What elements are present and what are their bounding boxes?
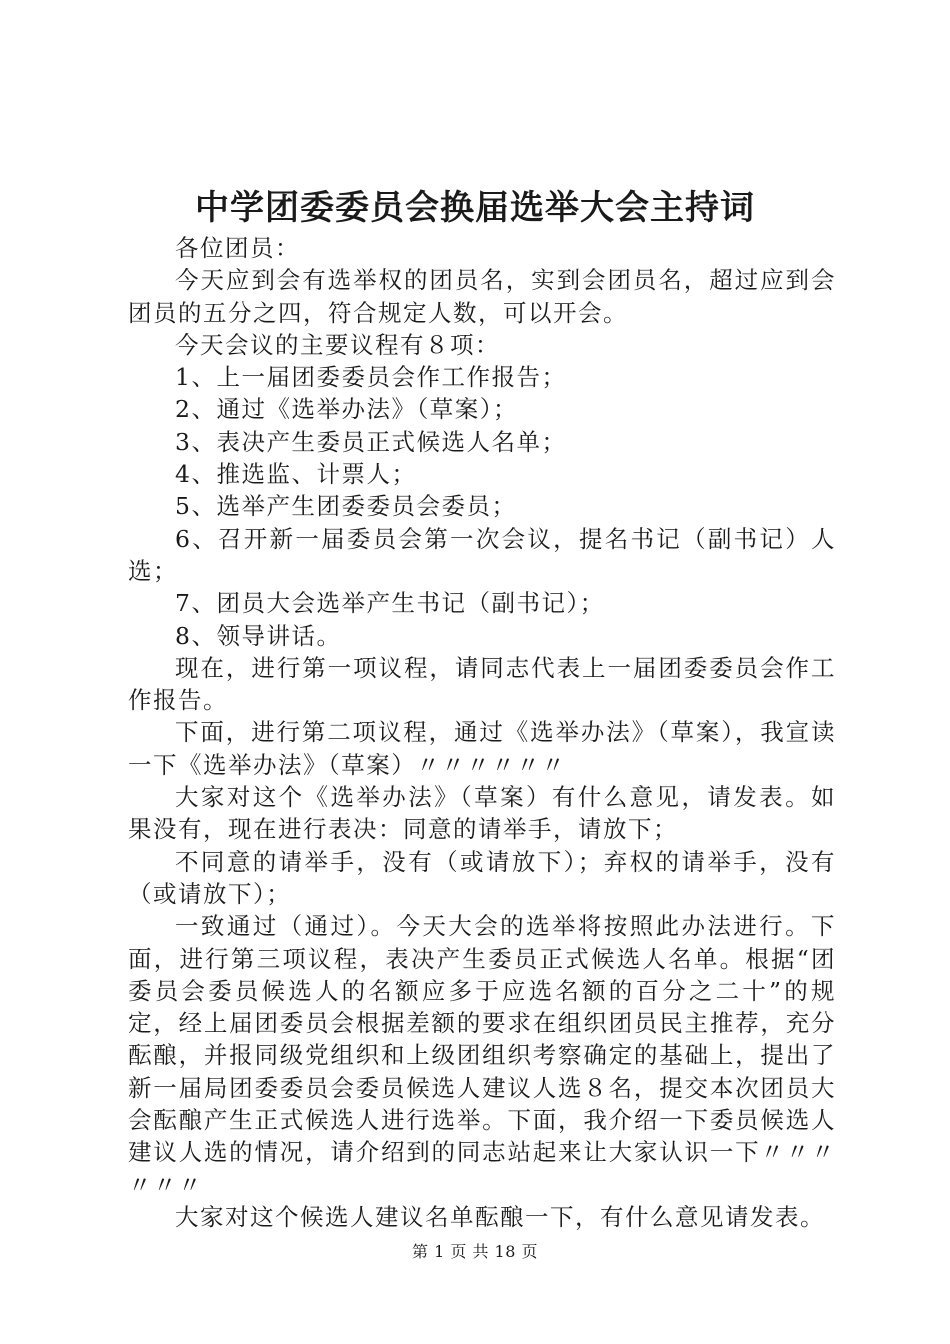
agenda-item: 8、领导讲话。 [175, 621, 342, 650]
agenda-item: 6、召开新一届委员会第一次会议，提名书记（副书记）人选； [128, 524, 836, 585]
agenda-item: 1、上一届团委委员会作工作报告； [175, 363, 567, 392]
paragraph: 一致通过（通过）。今天大会的选举将按照此办法进行。下面，进行第三项议程，表决产生委员正式候选人名单。根据“团委员会委员候选人的名额应多于应选名额的百分之二十”的规定，经上届团委员会根据差额的要求在组织团员民主推荐，充分酝酿，并报同级党组织和上级团组织考察确定的基础上，提出了新一届局团委委员会委员候选人建议人选８名，提交本次团员大会酝酿产生正式候选人进行选举。下面，我介绍一下委员候选人建议人选的情况，请介绍到的同志站起来让大家认识一下〃〃〃〃〃〃 [128, 912, 836, 1199]
paragraph: 大家对这个候选人建议名单酝酿一下，有什么意见请发表。 [175, 1202, 825, 1231]
paragraph: 不同意的请举手，没有（或请放下）；弃权的请举手，没有（或请放下）； [128, 847, 836, 908]
document-title: 中学团委委员会换届选举大会主持词 [195, 188, 755, 228]
paragraph: 今天会议的主要议程有８项： [175, 330, 500, 359]
paragraph: 下面，进行第二项议程，通过《选举办法》（草案），我宣读一下《选举办法》（草案）〃〃〃〃〃〃 [128, 718, 836, 779]
agenda-item: 7、团员大会选举产生书记（副书记）； [175, 589, 605, 618]
document-body [128, 232, 836, 1233]
agenda-item: 2、通过《选举办法》（草案）； [175, 395, 518, 424]
paragraph: 现在，进行第一项议程，请同志代表上一届团委委员会作工作报告。 [128, 653, 836, 715]
agenda-item: 3、表决产生委员正式候选人名单； [175, 427, 567, 456]
paragraph: 各位团员： [175, 234, 300, 262]
agenda-item: 5、选举产生团委委员会委员； [175, 492, 517, 521]
paragraph: 大家对这个《选举办法》（草案）有什么意见，请发表。如果没有，现在进行表决：同意的请举手，请放下； [128, 783, 836, 844]
paragraph: 今天应到会有选举权的团员名，实到会团员名，超过应到会团员的五分之四，符合规定人数，可以开会。 [128, 266, 836, 327]
agenda-item: 4、推选监、计票人； [175, 460, 417, 489]
page-footer: 第 1 页 共 18 页 [412, 1242, 538, 1261]
